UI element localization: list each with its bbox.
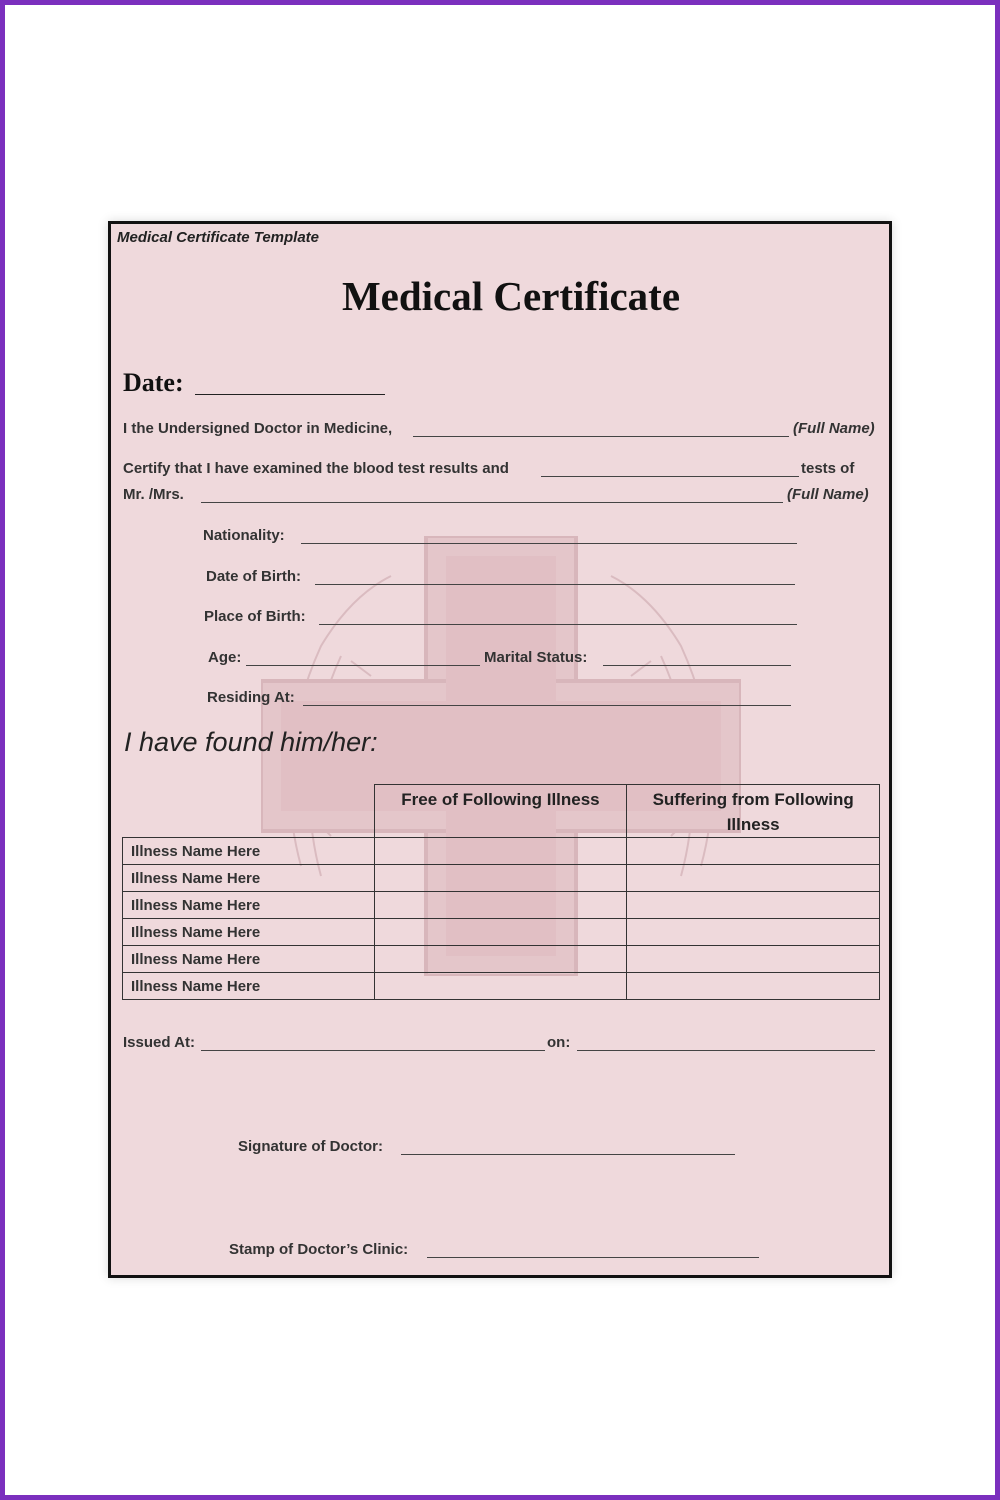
table-row bbox=[123, 892, 880, 919]
nationality-label: Nationality: bbox=[203, 527, 285, 544]
doctor-line-label: I the Undersigned Doctor in Medicine, bbox=[123, 420, 393, 437]
free-cell[interactable] bbox=[374, 838, 627, 865]
free-cell[interactable] bbox=[374, 946, 627, 973]
suffering-cell[interactable] bbox=[627, 919, 880, 946]
suffering-cell[interactable] bbox=[627, 892, 880, 919]
free-cell[interactable] bbox=[374, 865, 627, 892]
date-of-birth-label: Date of Birth: bbox=[206, 568, 301, 585]
residing-at-field[interactable] bbox=[303, 705, 791, 706]
marital-status-field[interactable] bbox=[603, 665, 791, 666]
suffering-cell[interactable] bbox=[627, 865, 880, 892]
suffering-cell[interactable] bbox=[627, 946, 880, 973]
signature-field[interactable] bbox=[401, 1154, 735, 1155]
free-cell[interactable] bbox=[374, 892, 627, 919]
patient-name-field[interactable] bbox=[201, 502, 783, 503]
signature-label: Signature of Doctor: bbox=[238, 1138, 383, 1155]
date-field[interactable] bbox=[195, 394, 385, 395]
certificate-sheet bbox=[108, 221, 892, 1278]
template-label: Medical Certificate Template bbox=[117, 229, 320, 246]
tests-field[interactable] bbox=[541, 476, 799, 477]
date-label: Date: bbox=[123, 368, 184, 397]
free-cell[interactable] bbox=[374, 919, 627, 946]
illness-name-cell: Illness Name Here bbox=[123, 919, 375, 946]
issued-at-field[interactable] bbox=[201, 1050, 545, 1051]
column-header-free: Free of Following Illness bbox=[374, 785, 627, 838]
place-of-birth-field[interactable] bbox=[319, 624, 797, 625]
issued-at-label: Issued At: bbox=[123, 1034, 195, 1051]
nationality-field[interactable] bbox=[301, 543, 797, 544]
table-row bbox=[123, 973, 880, 1000]
suffering-cell[interactable] bbox=[627, 838, 880, 865]
table-row bbox=[123, 919, 880, 946]
doctor-name-field[interactable] bbox=[413, 436, 789, 437]
found-heading: I have found him/her: bbox=[124, 727, 378, 757]
table-row bbox=[123, 838, 880, 865]
date-of-birth-field[interactable] bbox=[315, 584, 795, 585]
tests-of-label: tests of bbox=[801, 460, 855, 477]
issued-on-field[interactable] bbox=[577, 1050, 875, 1051]
illness-name-cell: Illness Name Here bbox=[123, 865, 375, 892]
age-field[interactable] bbox=[246, 665, 480, 666]
residing-at-label: Residing At: bbox=[207, 689, 295, 706]
column-header-suffering: Suffering from Following Illness bbox=[627, 785, 880, 838]
marital-status-label: Marital Status: bbox=[484, 649, 588, 666]
certify-line-label: Certify that I have examined the blood test results and bbox=[123, 460, 509, 477]
illness-name-cell: Illness Name Here bbox=[123, 838, 375, 865]
stamp-field[interactable] bbox=[427, 1257, 759, 1258]
illness-name-cell: Illness Name Here bbox=[123, 973, 375, 1000]
stamp-label: Stamp of Doctor’s Clinic: bbox=[229, 1241, 409, 1258]
suffering-cell[interactable] bbox=[627, 973, 880, 1000]
doctor-full-name-hint: (Full Name) bbox=[793, 420, 875, 437]
patient-full-name-hint: (Full Name) bbox=[787, 486, 869, 503]
illness-table bbox=[122, 784, 880, 1000]
table-header-blank bbox=[123, 785, 375, 838]
place-of-birth-label: Place of Birth: bbox=[204, 608, 306, 625]
free-cell[interactable] bbox=[374, 973, 627, 1000]
patient-title-label: Mr. /Mrs. bbox=[123, 486, 184, 503]
table-row bbox=[123, 946, 880, 973]
table-header-row bbox=[123, 785, 880, 838]
illness-name-cell: Illness Name Here bbox=[123, 946, 375, 973]
certificate-title: Medical Certificate bbox=[341, 273, 681, 319]
illness-name-cell: Illness Name Here bbox=[123, 892, 375, 919]
issued-on-label: on: bbox=[547, 1034, 571, 1051]
age-label: Age: bbox=[208, 649, 242, 666]
table-row bbox=[123, 865, 880, 892]
